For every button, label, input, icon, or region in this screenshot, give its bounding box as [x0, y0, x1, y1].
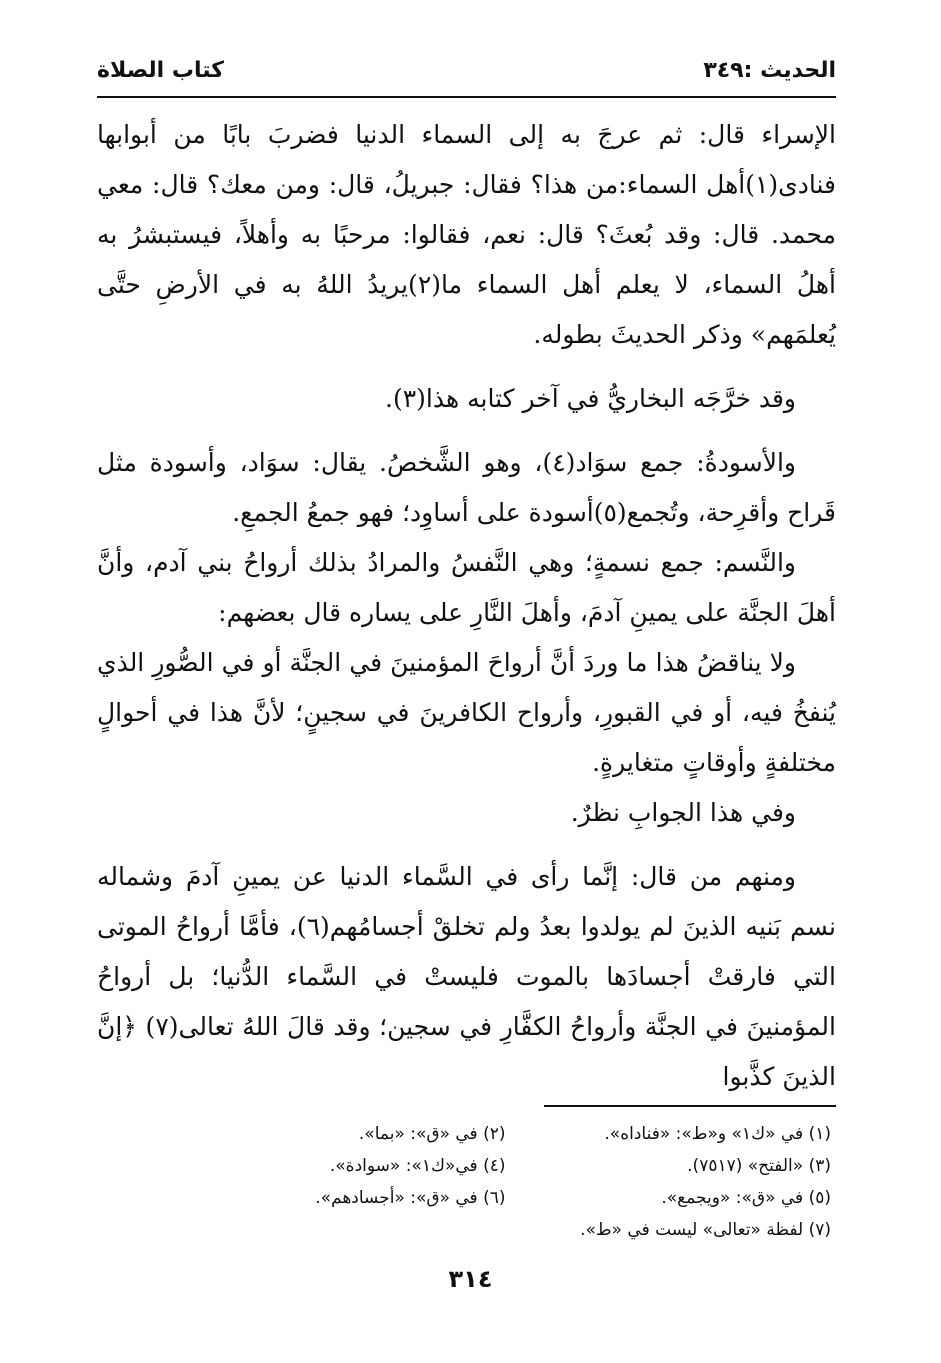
paragraph: والنَّسم: جمع نسمةٍ؛ وهي النَّفسُ والمرادُ بذلك أرواحُ بني آدم، وأنَّ أهلَ الجنَّة على يمينِ آدمَ، وأهلَ النَّارِ على يساره قال بعضهم:	[97, 548, 836, 627]
paragraph: ومنهم من قال: إنَّما رأى في السَّماء الدنيا عن يمينِ آدمَ وشماله نسم بَنيه الذينَ لم يولدوا بعدُ ولم تخلقْ أجسامُهم(٦)، فأمَّا أرواحُ الموتى التي فارقتْ أجسادَها بالموت فليستْ في السَّماء الدُّنيا؛ بل أرواحُ المؤمنينَ في الجنَّة وأرواحُ الكفَّارِ في سجين؛ وقد قالَ اللهُ تعالى(٧) ﴿إنَّ الذينَ كذَّبوا	[97, 862, 837, 1091]
page-number: ٣١٤	[448, 1265, 493, 1293]
footnote: (٥) في «ق»: «ويجمع».	[661, 1188, 831, 1208]
paragraph: وفي هذا الجوابِ نظرٌ.	[570, 798, 796, 827]
footnote-row	[180, 1150, 831, 1182]
footnote: (٣) «الفتح» (٧٥١٧).	[687, 1156, 831, 1176]
footnote-row	[180, 1214, 831, 1246]
book-title: كتاب الصلاة	[97, 58, 224, 83]
paragraph: الإسراء قال: ثم عرجَ به إلى السماء الدنيا فضربَ بابًا من أبوابها فنادى(١)أهل السماء:من هذا؟ فقال: جبريلُ، قال: ومن معك؟ قال: معي محمد. قال: وقد بُعثَ؟ قال: نعم، فقالوا: مرحبًا به وأهلاً، فيستبشرُ به أهلُ السماء، لا يعلم أهل السماء ما(٢)يريدُ اللهُ به في الأرضِ حتَّى يُعلمَهم» وذكر الحديثَ بطوله.	[97, 120, 836, 349]
footnote: (٧) لفظة «تعالى» ليست في «ط».	[580, 1220, 831, 1240]
footnote: (١) في «ك١» و«ط»: «فناداه».	[604, 1124, 831, 1144]
footnotes	[180, 1118, 831, 1246]
footnote: (٢) في «ق»: «بما».	[358, 1124, 506, 1144]
footnote-row	[180, 1118, 831, 1150]
paragraph: وقد خرَّجَه البخاريُّ في آخر كتابه هذا(٣).	[385, 384, 796, 413]
paragraph: ولا يناقضُ هذا ما وردَ أنَّ أرواحَ المؤمنينَ في الجنَّة أو في الصُّورِ الذي يُنفخُ فيه، أو في القبورِ، وأرواح الكافرينَ في سجينٍ؛ لأنَّ هذا في أحوالٍ مختلفةٍ وأوقاتٍ متغايرةٍ.	[97, 648, 836, 777]
footnote	[180, 1214, 506, 1246]
running-header	[97, 52, 836, 98]
paragraph: والأسودةُ: جمع سوَاد(٤)، وهو الشَّخصُ. يقال: سوَاد، وأسودة مثل قَراح وأقرِحة، وتُجمع(٥)أسودة على أساوِد؛ فهو جمعُ الجمعِ.	[97, 448, 836, 527]
footnote-divider	[544, 1105, 836, 1107]
hadith-number-label: الحديث :٣٤٩	[703, 58, 836, 83]
footnote: (٤) في«ك١»: «سوادة».	[329, 1156, 506, 1176]
main-text	[97, 110, 836, 1102]
footnote-row	[180, 1182, 831, 1214]
footnote: (٦) في «ق»: «أجسادهم».	[315, 1188, 506, 1208]
